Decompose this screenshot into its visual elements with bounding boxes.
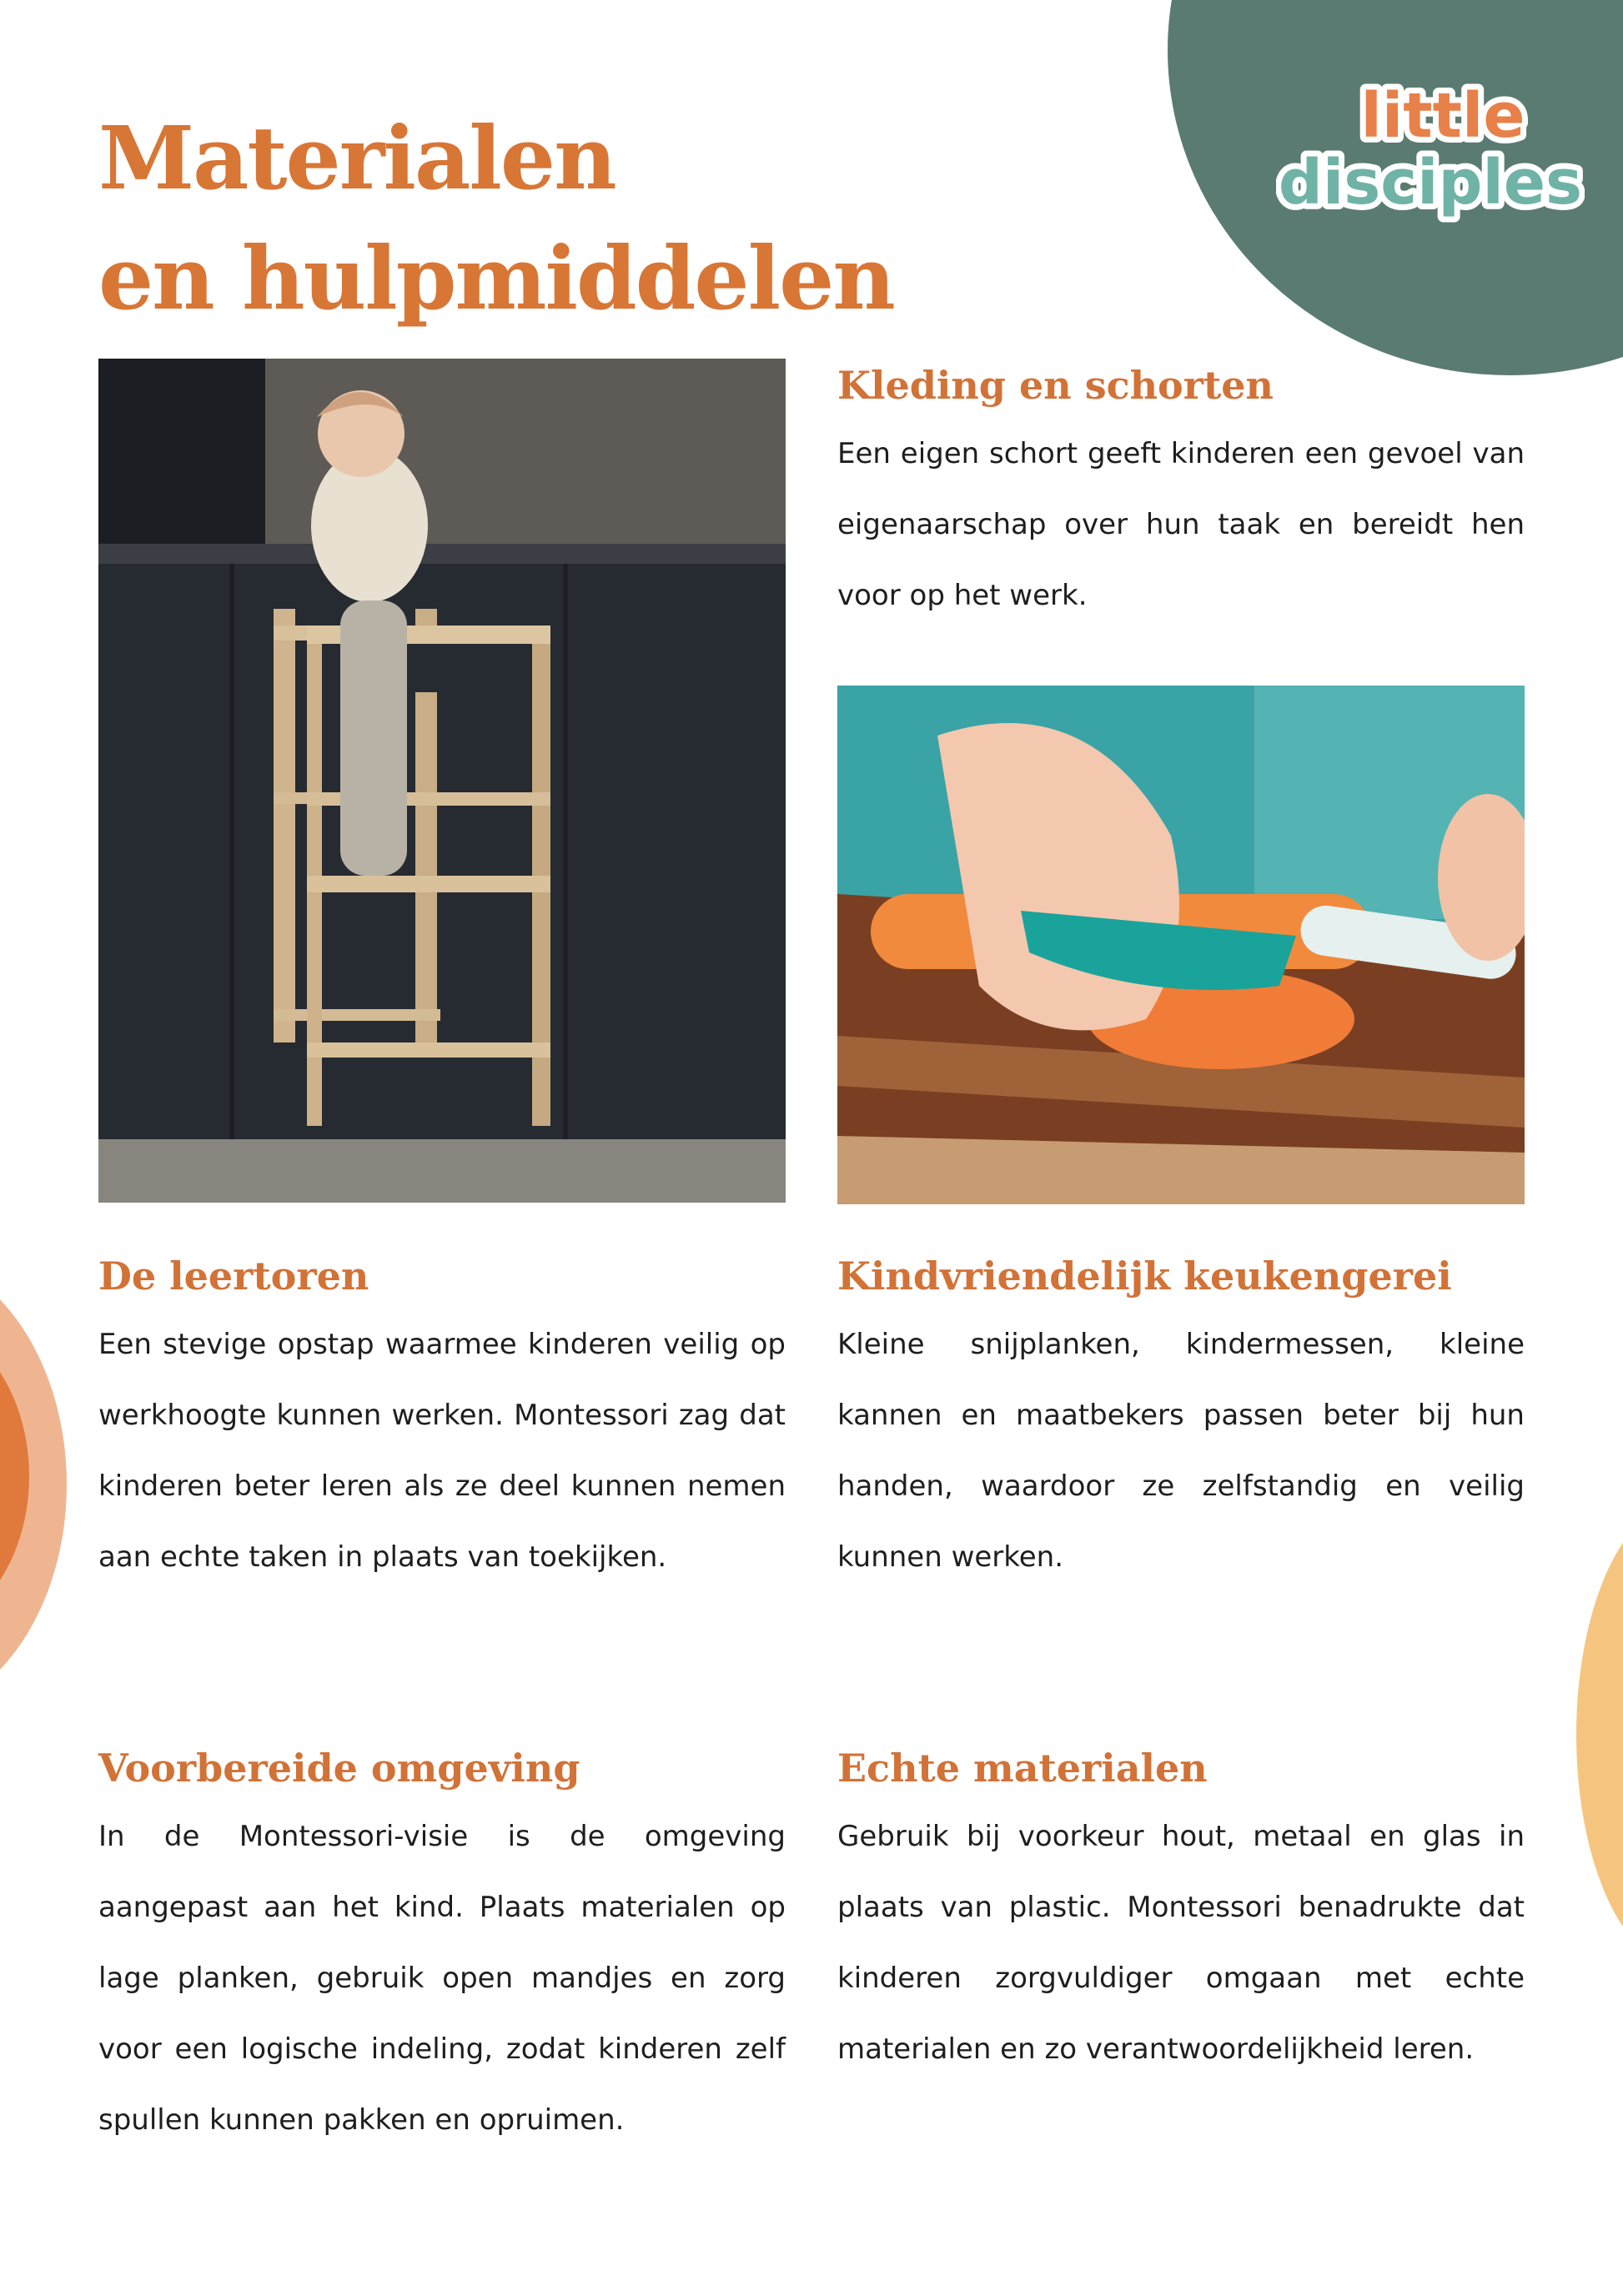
section-kleding-en-schorten — [837, 359, 1525, 631]
section-kindvriendelijk-keukengerei — [837, 1249, 1525, 1593]
section-text: Gebruik bij voorkeur hout, metaal en glas in plaats van plastic. Montessori benadrukte dat kinderen zorgvuldiger omgaan met echte materialen en zo verantwoordelijkheid leren. — [837, 1820, 1525, 2066]
section-text: Kleine snijplanken, kindermessen, kleine kannen en maatbekers passen beter bij hun handen, waardoor ze zelfstandig en veilig kunnen werken. — [837, 1328, 1525, 1574]
right-arc-decoration — [1576, 1501, 1623, 1968]
section-de-leertoren — [98, 1249, 786, 1593]
section-text: Een stevige opstap waarmee kinderen veilig op werkhoogte kunnen werken. Montessori zag dat kinderen beter leren als ze deel kunnen nemen aan echte taken in plaats van toekijken. — [98, 1328, 786, 1574]
little-disciples-logo — [1276, 77, 1585, 244]
section-text: In de Montessori-visie is de omgeving aangepast aan het kind. Plaats materialen op lage planken, gebruik open mandjes en zorg voor een logische indeling, zodat kinderen zelf spullen kunnen pakken en opruimen. — [98, 1820, 786, 2137]
section-echte-materialen — [837, 1741, 1525, 2085]
section-heading: Kindvriendelijk keukengerei — [837, 1254, 1452, 1299]
page-title — [98, 98, 894, 339]
section-heading: Echte materialen — [837, 1746, 1208, 1791]
section-heading: De leertoren — [98, 1254, 369, 1299]
logo-line-little: little — [1360, 80, 1525, 152]
section-voorbereide-omgeving — [98, 1741, 786, 2156]
section-heading: Kleding en schorten — [837, 363, 1274, 408]
page-title-line-1: Materialen — [98, 107, 616, 209]
logo-line-disciples: disciples — [1278, 147, 1583, 219]
learning-tower-photo — [98, 359, 786, 1203]
section-heading: Voorbereide omgeving — [98, 1746, 580, 1791]
child-cutting-carrot-photo — [837, 686, 1525, 1204]
page-title-line-2: en hulpmiddelen — [98, 227, 894, 329]
section-text: Een eigen schort geeft kinderen een gevoel van eigenaarschap over hun taak en bereidt hen voor op het werk. — [837, 437, 1525, 612]
